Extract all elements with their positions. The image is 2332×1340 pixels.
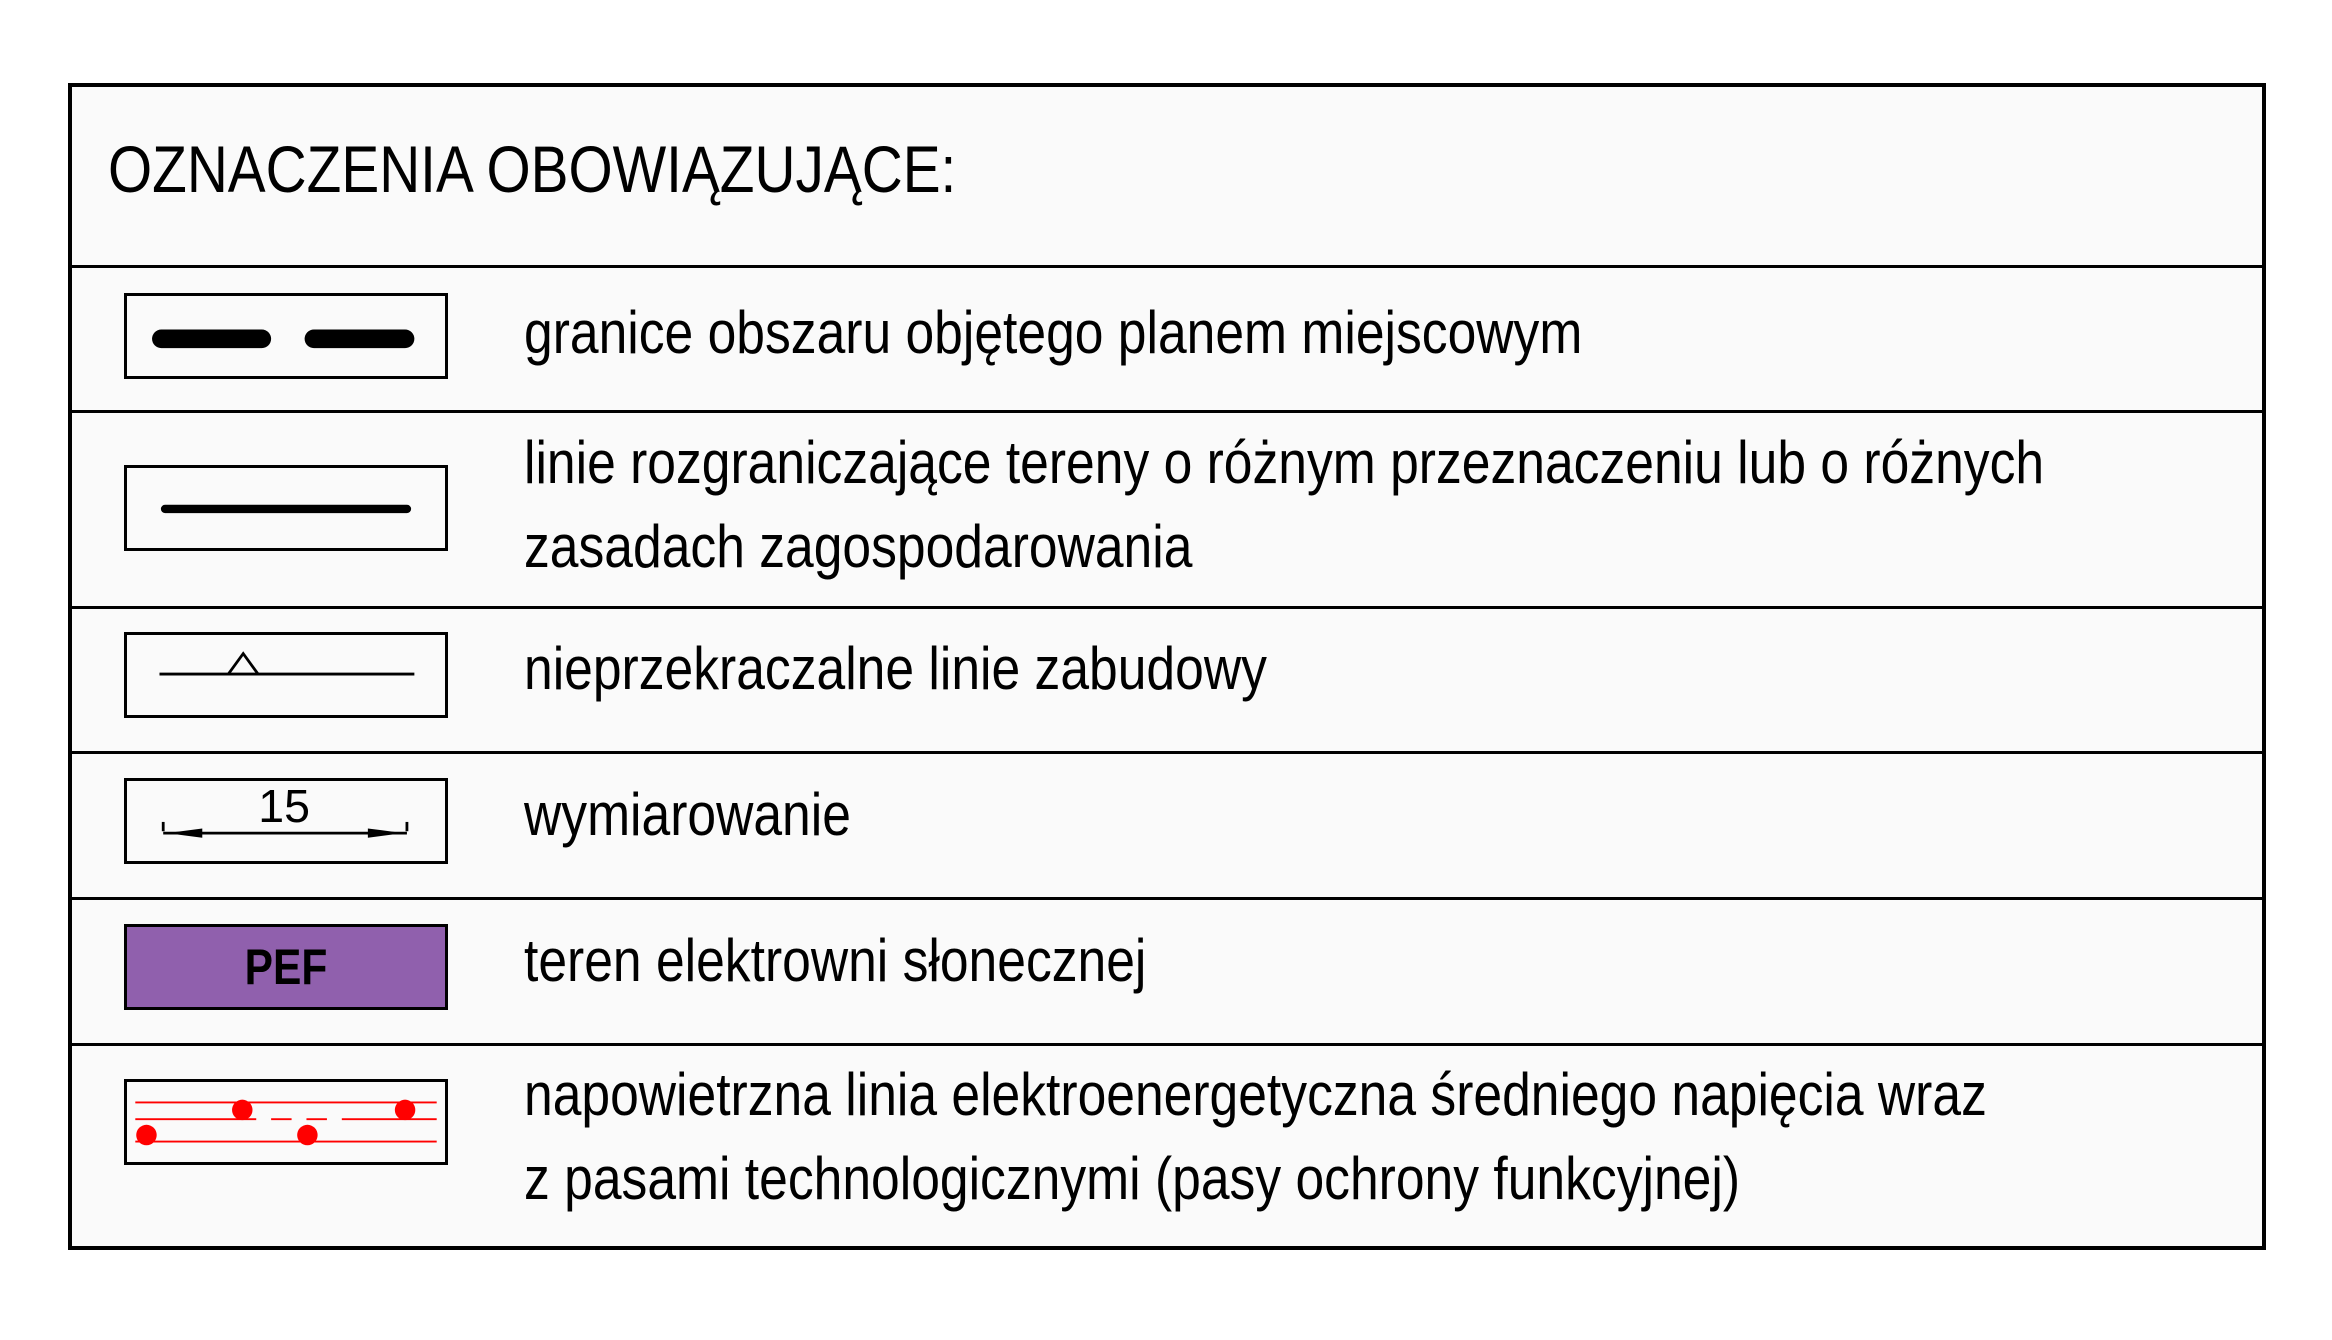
legend-title: OZNACZENIA OBOWIĄZUJĄCE: xyxy=(108,132,957,206)
row-divider xyxy=(72,265,2262,268)
row-divider xyxy=(72,1043,2262,1046)
power-line-icon xyxy=(127,1082,445,1162)
legend-item-text: nieprzekraczalne linie zabudowy xyxy=(524,635,1267,702)
row-divider xyxy=(72,606,2262,609)
plan-boundary-label xyxy=(524,291,1582,375)
triangle-line-icon xyxy=(127,635,445,715)
solar-plant-label xyxy=(524,919,1146,1003)
power-line-symbol xyxy=(124,1079,448,1165)
row-divider xyxy=(72,751,2262,754)
legend-item-text: zasadach zagospodarowania xyxy=(524,513,1193,580)
power-line-label xyxy=(524,1053,1987,1221)
dimension-label xyxy=(524,773,851,857)
legend-panel xyxy=(68,83,2266,1250)
dimension-line-icon xyxy=(127,781,445,861)
dividing-line-symbol xyxy=(124,465,448,551)
row-divider xyxy=(72,410,2262,413)
legend-item-text: wymiarowanie xyxy=(524,781,851,848)
legend-item-text: napowietrzna linia elektroenergetyczna średniego napięcia wraz xyxy=(524,1061,1987,1128)
legend-item-text: granice obszaru objętego planem miejscowym xyxy=(524,299,1583,366)
building-line-symbol xyxy=(124,632,448,718)
building-line-label xyxy=(524,627,1267,711)
dashed-line-icon xyxy=(127,296,445,376)
solid-line-icon xyxy=(127,468,445,548)
legend-item-text: teren elektrowni słonecznej xyxy=(524,927,1147,994)
legend-item-text: linie rozgraniczające tereny o różnym przeznaczeniu lub o różnych xyxy=(524,429,2045,496)
solar-plant-symbol xyxy=(124,924,448,1010)
plan-boundary-symbol xyxy=(124,293,448,379)
legend-item-text: z pasami technologicznymi (pasy ochrony funkcyjnej) xyxy=(524,1145,1741,1212)
dimension-value: 15 xyxy=(258,779,311,832)
dimension-symbol xyxy=(124,778,448,864)
dividing-line-label xyxy=(524,421,2044,589)
row-divider xyxy=(72,897,2262,900)
zone-code: PEF xyxy=(244,939,328,995)
